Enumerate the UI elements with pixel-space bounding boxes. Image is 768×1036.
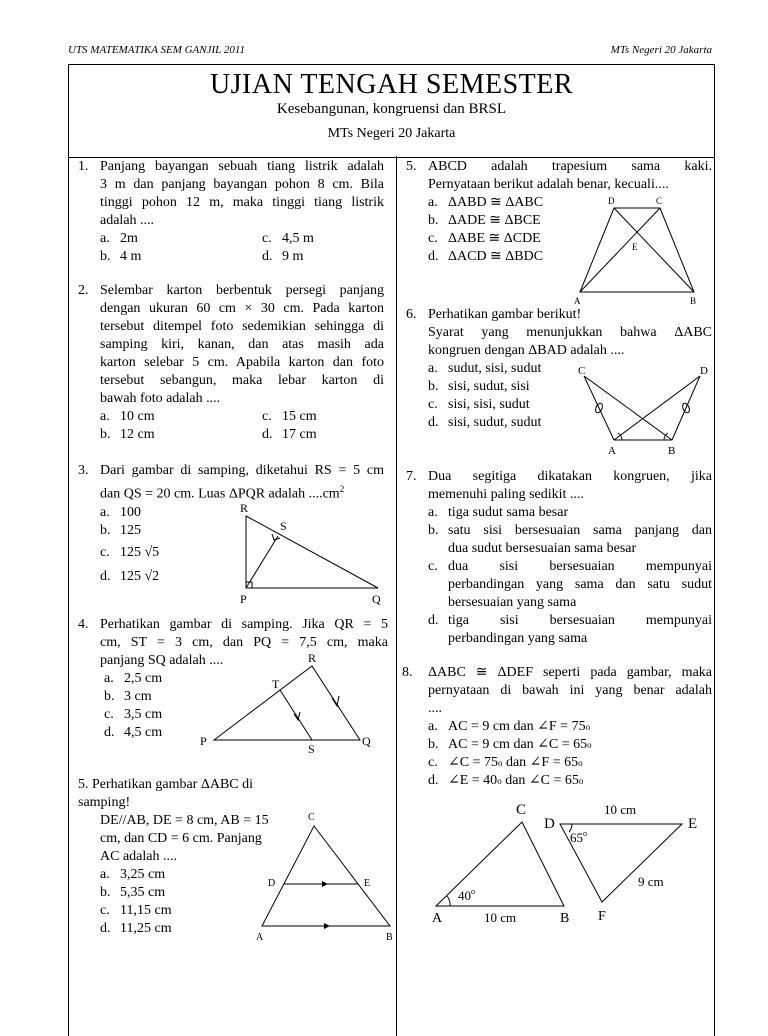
option-key: a. [100,409,110,424]
option-text: AC = 9 cm dan ∠C = 65 [448,737,588,752]
header-right: MTs Negeri 20 Jakarta [610,44,712,56]
q4-line: Perhatikan gambar di samping. Jika QR = 5 [100,617,388,632]
option-text: 11,15 cm [120,903,172,918]
option-text: 17 cm [282,427,317,442]
q4-triangle-figure [196,650,388,754]
option-key: b. [428,737,439,752]
option-key: a. [428,195,438,210]
degree-sup: o [578,758,583,768]
label-p: P [240,592,247,606]
q6-line: kongruen dengan ΔBAD adalah .... [428,343,625,358]
page-subtitle: Kesebangunan, kongruensi dan BRSL [276,101,507,117]
label-a: A [608,445,616,457]
option-text: perbandingan yang sama dan satu sudut [448,577,712,592]
q6-line: Syarat yang menunjukkan bahwa ΔABC [428,325,712,340]
label-p: P [200,734,207,748]
option-text: sisi, sisi, sudut [448,397,530,412]
q2-option-b[interactable] [100,426,262,444]
option-key: a. [100,504,110,520]
label-b: B [690,296,697,306]
q2-line: Selembar karton berbentuk persegi panjang [100,283,384,298]
q1-line: 3 m dan panjang bayangan pohon 8 cm. Bila [100,177,384,192]
q5l-line: AC adalah .... [100,849,177,864]
option-text: dua sudut bersesuaian sama besar [448,541,637,556]
option-key: b. [100,249,111,264]
angle-d-degree: o [583,829,587,838]
q1-line: Panjang bayangan sebuah tiang listrik adalah [100,159,384,174]
q5r-line: Pernyataan berikut adalah benar, kecuali.... [428,177,669,192]
triangle-abc [262,826,390,926]
q6-number: 6. [406,307,417,322]
q5r-number: 5. [406,159,417,174]
degree-sup: o [585,722,591,732]
q1-line: adalah .... [100,213,155,228]
q2-line: dengan ukuran 60 cm × 30 cm. Pada karton [100,301,384,316]
q1-line: tinggi pohon 12 m, maka tinggi tiang listrik [100,195,384,210]
option-key: b. [104,689,115,704]
segment-db [672,376,700,440]
option-text: 3 cm [124,689,152,704]
q7-number: 7. [406,469,417,484]
triangle-abc [436,822,564,906]
option-key: b. [428,379,439,394]
triangle-pqr [246,516,378,588]
label-r: R [308,651,317,665]
label-s: S [280,519,287,533]
label-e: E [364,878,371,889]
option-text: tiga sudut sama besar [448,505,569,520]
q7-line: Dua segitiga dikatakan kongruen, jika [428,469,712,484]
option-text: sudut, sisi, sudut [448,361,542,376]
q2-option-d[interactable] [262,426,384,444]
q8-number: 8. [402,665,413,680]
page-title: UJIAN TENGAH SEMESTER [209,69,574,100]
option-text: 11,25 cm [120,921,172,936]
label-r: R [240,501,249,515]
option-text: 125 √2 [120,568,160,584]
option-text: AC = 9 cm dan ∠F = 75 [448,719,586,734]
question-1 [78,158,384,266]
question-2 [78,282,384,444]
label-b: B [386,932,393,943]
option-text: 100 [120,504,141,520]
q5r-line: ABCD adalah trapesium sama kaki. [428,159,712,174]
q8-line: ΔABC ≅ ΔDEF seperti pada gambar, maka [428,665,712,680]
angle-a-value [458,887,475,903]
q8-option-a[interactable] [428,718,712,736]
option-text: 5,35 cm [120,885,166,900]
option-text: 125 [120,522,141,538]
q4-line: panjang SQ adalah .... [100,653,224,668]
option-text: tiga sisi bersesuaian mempunyai [448,613,712,628]
segment-ts [280,690,312,740]
q8-line: .... [428,701,442,716]
label-e: E [632,242,638,252]
option-key: c. [100,903,110,918]
label-s: S [308,742,315,754]
q5l-line: cm, dan CD = 6 cm. Panjang [100,831,262,846]
q2-option-c[interactable] [262,408,384,426]
segment-da [614,376,700,440]
label-q: Q [362,734,371,748]
q5l-line: DE//AB, DE = 8 cm, AB = 15 [100,813,269,828]
q5-right-trapezoid-figure [566,194,706,308]
column-divider [396,156,397,1036]
label-e: E [688,816,698,832]
option-key: d. [100,568,111,584]
option-key: d. [262,249,273,264]
label-d: D [544,816,555,832]
option-text: dan ∠F = 65 [502,755,579,770]
q2-number: 2. [78,283,89,298]
angle-a-number: 40 [458,888,471,903]
option-text: 2,5 cm [124,671,163,686]
side-de-length: 10 cm [604,802,637,817]
option-key: c. [428,559,438,574]
label-c: C [656,196,663,206]
label-a: A [256,932,264,943]
angle-a-degree: o [471,887,475,896]
q1-option-b[interactable] [100,248,262,266]
q7-option-c[interactable] [428,558,712,612]
angle-mark-a [447,896,450,906]
option-text: ΔABD ≅ ΔABC [448,195,544,210]
q3-line-text: dan QS = 20 cm. Luas ΔPQR adalah ....cm [100,486,340,502]
option-text: satu sisi bersesuaian sama panjang dan [448,523,712,538]
right-angle-s [272,534,280,540]
q6-line: Perhatikan gambar berikut! [428,307,582,322]
option-key: d. [428,613,439,628]
q7-option-b[interactable] [428,522,712,558]
title-box [68,64,715,158]
q2-line: tersebut ditempel foto sedemikian sehingga di [100,319,384,334]
option-key: c. [262,231,272,246]
option-text: 3,5 cm [124,707,163,722]
option-text: perbandingan yang sama [448,631,588,646]
side-ab-length: 10 cm [484,910,517,925]
question-8 [402,664,712,790]
parallel-arrow-de [322,881,328,887]
option-text: bersesuaian yang sama [448,595,577,610]
q8-congruent-triangles-figure [426,796,712,930]
option-text: 2m [120,231,138,246]
diagonal-ac [580,208,660,292]
option-text: ∠E = 40 [448,773,498,788]
label-c: C [516,802,527,818]
q4-line: cm, ST = 3 cm, dan PQ = 7,5 cm, maka [100,635,388,650]
option-text: 15 cm [282,409,317,424]
option-text: sisi, sudut, sudut [448,415,542,430]
label-d: D [268,878,276,889]
option-key: d. [104,725,115,740]
option-key: c. [104,707,114,722]
q7-line: memenuhi paling sedikit .... [428,487,584,502]
option-key: c. [428,755,438,770]
q3-number: 3. [78,463,89,478]
label-a: A [574,296,581,306]
option-text: 4,5 cm [124,725,163,740]
option-text: 125 √5 [120,544,160,560]
parallel-arrow-rq [332,696,339,706]
school-name: MTs Negeri 20 Jakarta [327,126,456,141]
q6-congruent-triangles-figure [570,362,714,458]
q5l-line: 5. Perhatikan gambar ΔABC di samping! [78,777,254,810]
q1-option-c[interactable] [262,230,384,248]
q1-number: 1. [78,159,89,174]
q2-option-a[interactable] [100,408,262,426]
q7-option-d[interactable] [428,612,712,648]
option-key: b. [100,885,111,900]
option-key: b. [428,523,439,538]
q2-line: karton selebar 5 cm. Apabila karton dan foto [100,355,384,370]
option-text: ΔACD ≅ ΔBDC [448,249,544,264]
q2-line: bawah foto adalah .... [100,391,221,406]
option-key: a. [428,361,438,376]
q5-left-triangle-figure [252,806,396,944]
degree-sup: o [497,776,502,786]
option-key: d. [428,415,439,430]
option-text: 12 cm [120,427,155,442]
q8-option-c[interactable] [428,754,712,772]
side-ef-length: 9 cm [638,874,664,889]
altitude-ps [246,536,278,588]
option-text: sisi, sudut, sisi [448,379,530,394]
angle-d-value [570,829,587,845]
q2-line: samping kiri, kanan, dan atas masih ada [100,337,384,352]
label-q: Q [372,592,381,606]
option-key: d. [100,921,111,936]
header-left: UTS MATEMATIKA SEM GANJIL 2011 [68,44,246,56]
option-text: ΔADE ≅ ΔBCE [448,213,541,228]
option-text: 4,5 m [282,231,314,246]
option-key: c. [428,231,438,246]
option-text: dua sisi bersesuaian mempunyai [448,559,712,574]
option-key: a. [428,719,438,734]
degree-sup: o [578,776,584,786]
angle-d-number: 65 [570,830,583,845]
q3-superscript: 2 [339,484,345,494]
q8-line: pernyataan di bawah ini yang benar adalah [428,683,712,698]
option-key: d. [428,773,439,788]
label-c: C [578,365,586,377]
degree-sup: o [587,740,592,750]
label-b: B [560,911,570,926]
q1-option-a[interactable] [100,230,262,248]
label-d: D [700,365,708,377]
option-key: d. [428,249,439,264]
q8-option-d[interactable] [428,772,712,790]
option-key: a. [100,231,110,246]
option-text: 10 cm [120,409,155,424]
option-key: b. [100,522,111,538]
q2-line: tersebut sebangun, maka lebar karton di [100,373,384,388]
diagonal-bd [614,208,694,292]
q7-option-a[interactable] [428,504,712,522]
label-b: B [668,445,676,457]
label-t: T [272,677,280,691]
option-text: dan ∠C = 65 [501,773,579,788]
segment-ca [584,376,614,440]
option-text: 3,25 cm [120,867,166,882]
label-d: D [608,196,615,206]
option-key: a. [104,671,114,686]
option-key: c. [262,409,272,424]
option-key: b. [100,427,111,442]
option-key: a. [100,867,110,882]
option-text: ∠C = 75 [448,755,498,770]
label-f: F [598,909,606,924]
option-key: c. [428,397,438,412]
option-key: c. [100,544,110,560]
degree-sup: o [497,758,503,768]
option-key: a. [428,505,438,520]
label-c: C [308,812,315,823]
segment-cb [584,376,672,440]
q4-number: 4. [78,617,89,632]
option-key: d. [262,427,273,442]
q3-triangle-figure [232,500,392,608]
option-text: ΔABE ≅ ΔCDE [448,231,541,246]
parallel-arrow-ab [324,923,330,929]
q8-option-b[interactable] [428,736,712,754]
option-text: 9 m [282,249,304,264]
option-text: 4 m [120,249,142,264]
q1-option-d[interactable] [262,248,384,266]
option-key: b. [428,213,439,228]
question-7 [406,468,712,648]
q3-line: Dari gambar di samping, diketahui RS = 5 cm [100,463,384,478]
label-a: A [432,911,443,926]
